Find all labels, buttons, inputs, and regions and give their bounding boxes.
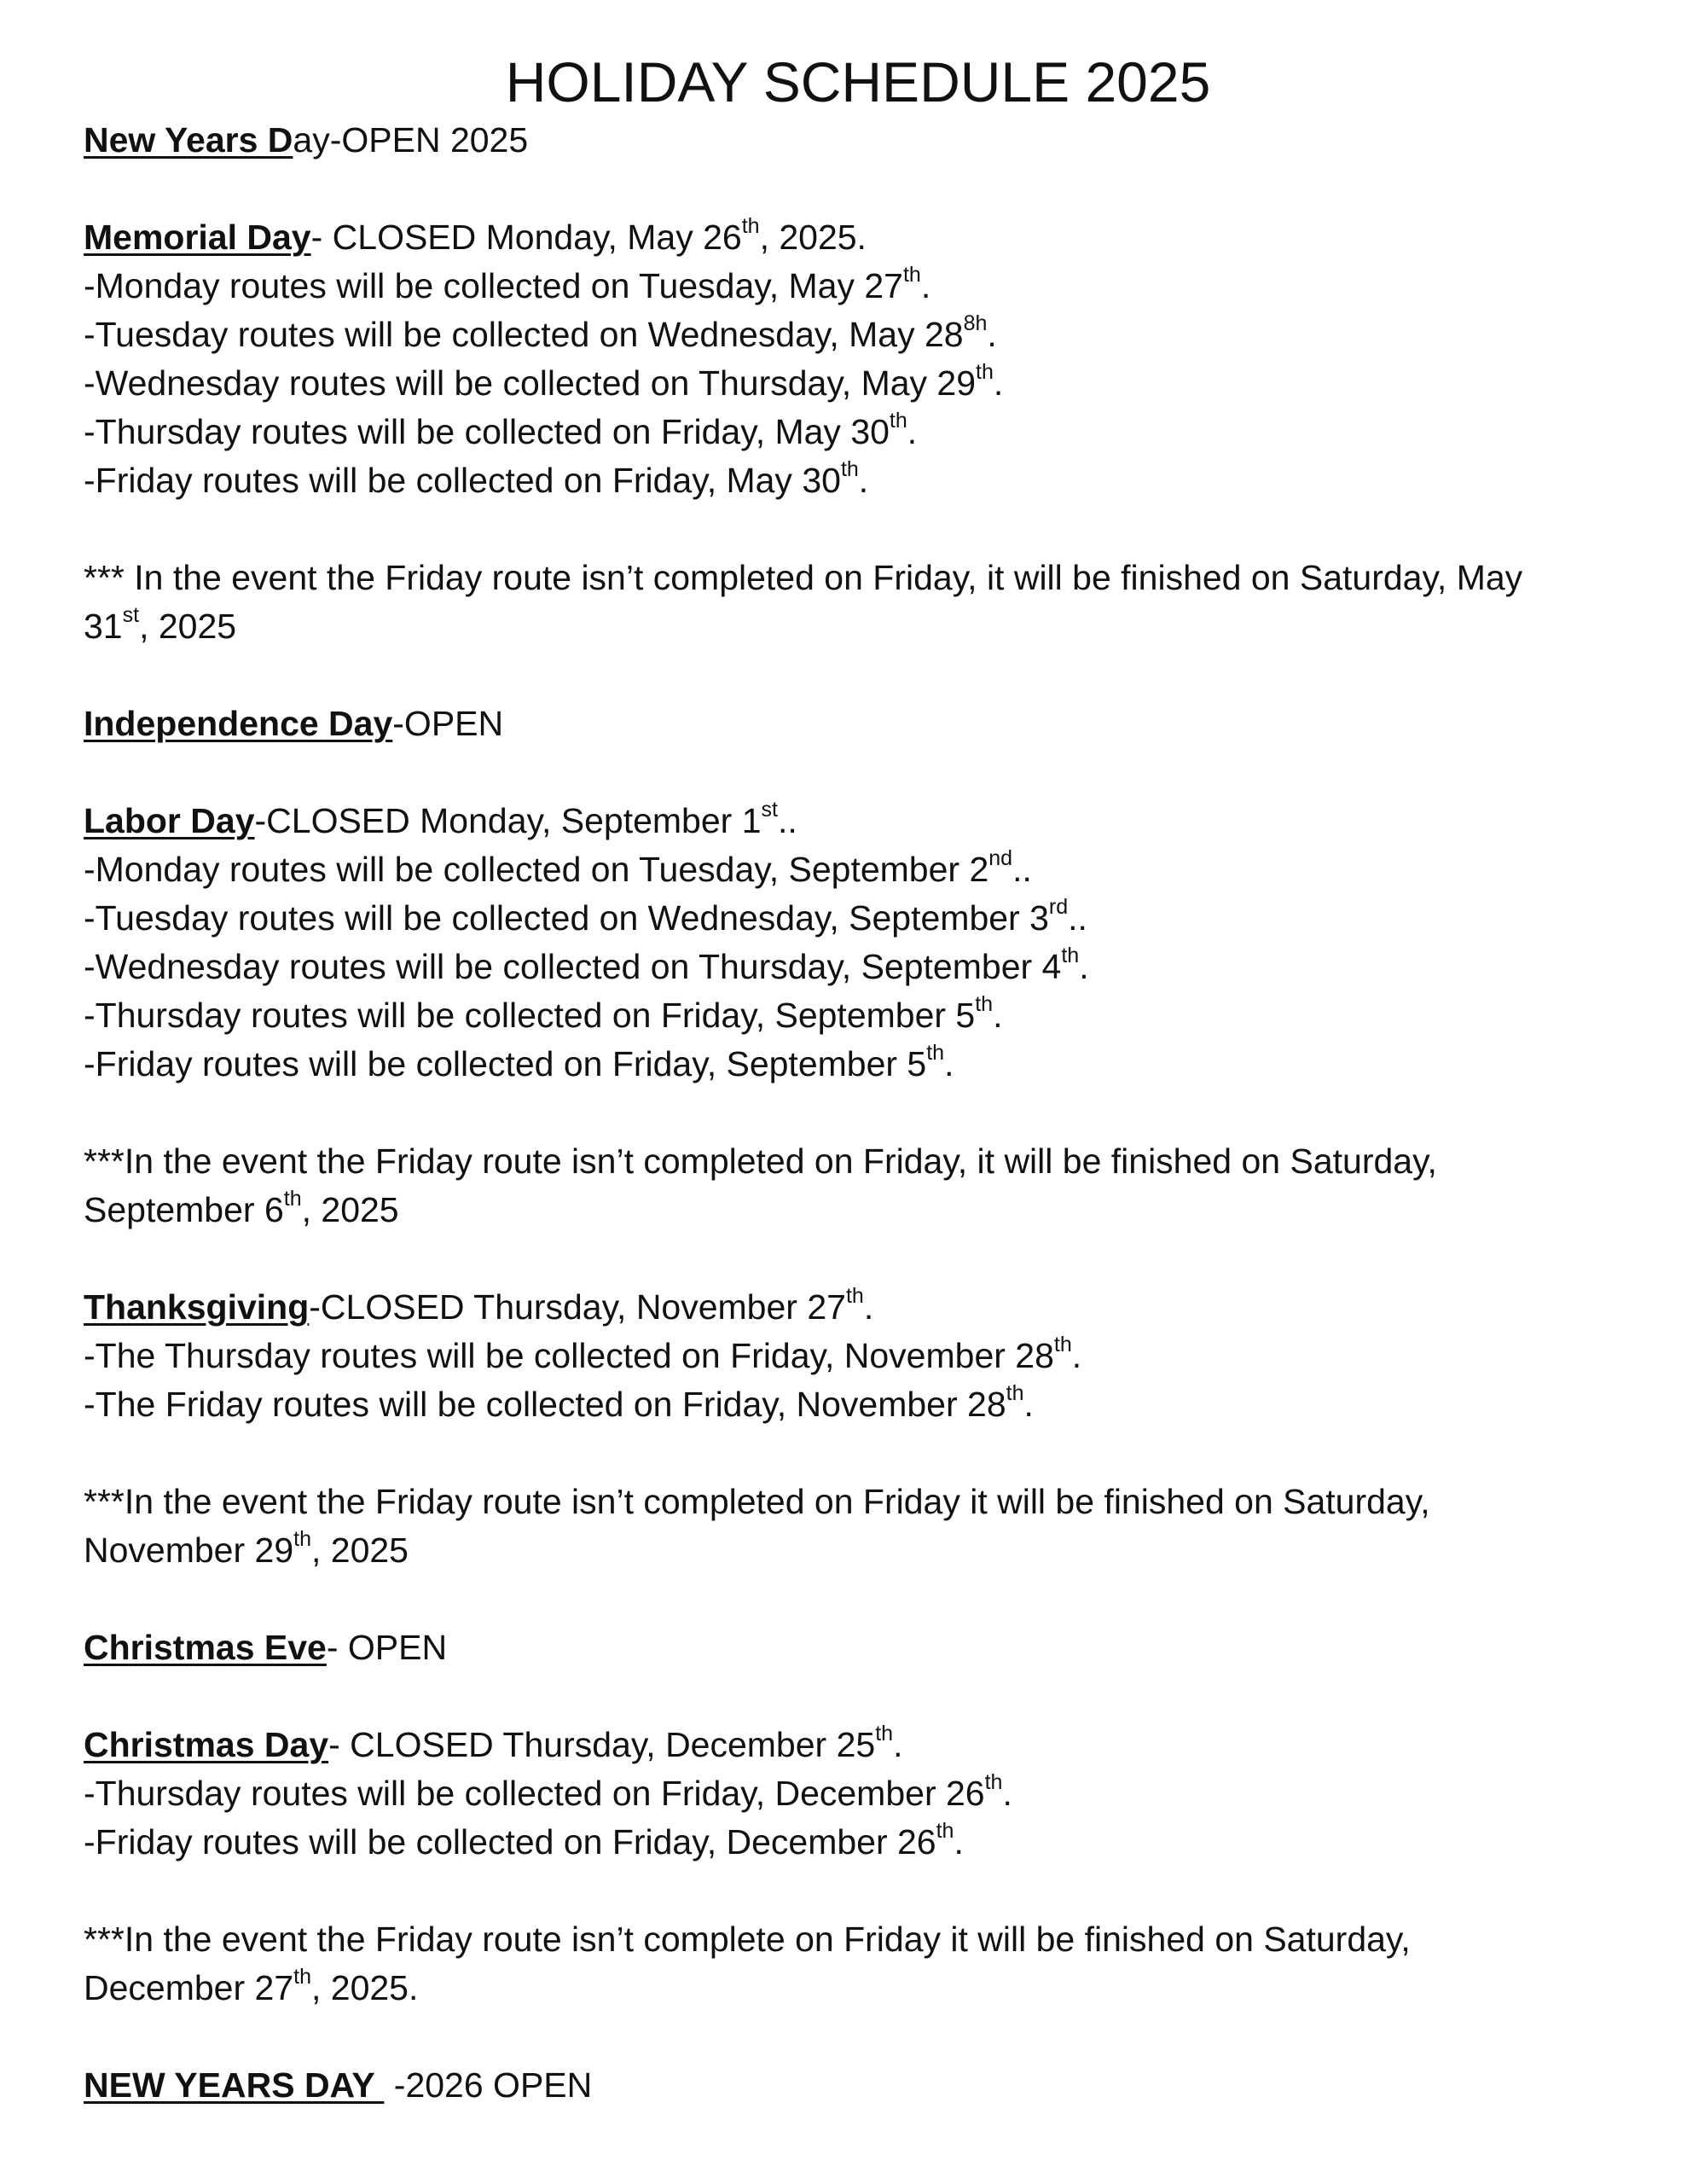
route-end: .	[920, 266, 931, 305]
memorial-day-status: - CLOSED Monday, May 26	[310, 218, 742, 257]
labor-day-heading: Labor Day	[84, 801, 255, 840]
route-line	[84, 894, 1644, 943]
route-text: -The Friday routes will be collected on Friday, November 28	[84, 1385, 1006, 1424]
route-line	[84, 311, 1644, 359]
route-line	[84, 456, 1644, 505]
spacer	[84, 1672, 1644, 1721]
route-date-suffix: th	[1061, 944, 1080, 968]
route-text: -Friday routes will be collected on Friday, September 5	[84, 1044, 927, 1083]
new-years-2025-status: ay-OPEN 2025	[293, 120, 529, 160]
route-date-suffix: th	[902, 263, 921, 288]
thanksgiving-status-end: .	[863, 1287, 874, 1327]
route-line	[84, 1380, 1644, 1429]
memorial-day-note-line-2	[84, 602, 1644, 651]
christmas-day-status-end: .	[893, 1725, 903, 1764]
memorial-day-heading: Memorial Day	[84, 218, 311, 257]
new-years-2025-section	[84, 116, 1644, 165]
route-line	[84, 943, 1644, 991]
independence-day-status: -OPEN	[392, 704, 504, 743]
route-date-suffix: 8h	[963, 311, 988, 336]
route-line	[84, 359, 1644, 408]
route-end: ..	[1068, 898, 1087, 938]
note-date-suffix: st	[122, 603, 140, 628]
route-date-suffix: th	[840, 457, 859, 482]
route-text: -Wednesday routes will be collected on Thursday, May 29	[84, 363, 977, 403]
labor-day-heading-line	[84, 797, 1644, 845]
spacer	[84, 1234, 1644, 1283]
christmas-eve-section	[84, 1623, 1644, 1672]
spacer	[84, 1089, 1644, 1137]
route-date-suffix: rd	[1048, 895, 1069, 920]
route-end: .	[1079, 947, 1089, 986]
route-text: -Friday routes will be collected on Friday, December 26	[84, 1822, 936, 1862]
labor-day-status-end: ..	[777, 801, 797, 840]
route-end: .	[993, 363, 1004, 403]
spacer	[84, 1867, 1644, 1915]
memorial-day-heading-line	[84, 213, 1644, 262]
route-line	[84, 1818, 1644, 1867]
new-years-2025-heading: New Years D	[84, 120, 293, 160]
route-date-suffix: th	[976, 360, 994, 385]
memorial-day-status-end: , 2025.	[759, 218, 867, 257]
route-text: -Thursday routes will be collected on Friday, December 26	[84, 1774, 985, 1813]
new-years-2026-status: -2026 OPEN	[384, 2065, 593, 2105]
route-end: .	[858, 461, 869, 500]
spacer	[84, 748, 1644, 797]
spacer	[84, 2013, 1644, 2061]
route-line	[84, 1040, 1644, 1089]
spacer	[84, 165, 1644, 213]
memorial-day-status-suffix: th	[741, 214, 760, 239]
route-text: -The Thursday routes will be collected on Friday, November 28	[84, 1336, 1054, 1375]
route-text: -Wednesday routes will be collected on Thursday, September 4	[84, 947, 1062, 986]
route-date-suffix: nd	[988, 846, 1013, 871]
route-line	[84, 1332, 1644, 1380]
thanksgiving-heading-line	[84, 1283, 1644, 1332]
route-end: .	[1071, 1336, 1082, 1375]
christmas-day-heading-line	[84, 1721, 1644, 1769]
new-years-2026-section	[84, 2061, 1644, 2110]
note-end: , 2025	[139, 607, 237, 646]
labor-day-status-suffix: st	[761, 798, 778, 822]
christmas-day-status-suffix: th	[875, 1722, 894, 1746]
labor-day-note-line-2	[84, 1186, 1644, 1234]
route-text: -Monday routes will be collected on Tuesday, September 2	[84, 850, 989, 889]
route-line	[84, 845, 1644, 894]
route-text: -Thursday routes will be collected on Friday, September 5	[84, 996, 976, 1035]
new-years-2026-heading: NEW YEARS DAY	[84, 2065, 385, 2105]
route-text: -Tuesday routes will be collected on Wednesday, September 3	[84, 898, 1049, 938]
route-text: -Tuesday routes will be collected on Wednesday, May 28	[84, 315, 964, 354]
route-date-suffix: th	[926, 1041, 945, 1066]
route-line	[84, 1769, 1644, 1818]
page-title: HOLIDAY SCHEDULE 2025	[505, 50, 1211, 113]
route-text: -Thursday routes will be collected on Friday, May 30	[84, 412, 890, 451]
route-text: -Friday routes will be collected on Friday, May 30	[84, 461, 841, 500]
route-date-suffix: th	[936, 1819, 954, 1844]
thanksgiving-note-line-1: ***In the event the Friday route isn’t completed on Friday it will be finished on Saturday,	[84, 1482, 1430, 1521]
note-date: September 6	[84, 1190, 284, 1229]
route-date-suffix: th	[1006, 1381, 1024, 1406]
note-date-suffix: th	[293, 1965, 311, 1989]
route-end: .	[944, 1044, 954, 1083]
thanksgiving-status-suffix: th	[845, 1284, 864, 1309]
note-date: November 29	[84, 1531, 294, 1570]
route-line	[84, 262, 1644, 311]
schedule-body	[84, 116, 1644, 2110]
route-end: .	[987, 315, 997, 354]
memorial-day-note-line-1: *** In the event the Friday route isn’t completed on Friday, it will be finished on Saturday, May	[84, 558, 1523, 597]
route-end: .	[993, 996, 1003, 1035]
christmas-eve-status: - OPEN	[326, 1628, 448, 1667]
note-end: , 2025.	[310, 1968, 419, 2007]
route-date-suffix: th	[1053, 1333, 1072, 1357]
thanksgiving-status: -CLOSED Thursday, November 27	[309, 1287, 846, 1327]
spacer	[84, 1429, 1644, 1478]
labor-day-note-line-1: ***In the event the Friday route isn’t completed on Friday, it will be finished on Saturday,	[84, 1141, 1437, 1181]
independence-day-section	[84, 700, 1644, 748]
route-line	[84, 408, 1644, 456]
route-end: .	[907, 412, 918, 451]
route-end: .	[1002, 1774, 1012, 1813]
route-end: ..	[1012, 850, 1032, 889]
independence-day-heading: Independence Day	[84, 704, 393, 743]
note-end: , 2025	[310, 1531, 409, 1570]
spacer	[84, 505, 1644, 554]
christmas-day-note-line-1: ***In the event the Friday route isn’t complete on Friday it will be finished on Saturday,	[84, 1920, 1411, 1959]
thanksgiving-note-line-2	[84, 1526, 1644, 1575]
note-date-suffix: th	[293, 1527, 311, 1552]
note-date: December 27	[84, 1968, 294, 2007]
labor-day-status: -CLOSED Monday, September 1	[254, 801, 762, 840]
route-date-suffix: th	[889, 409, 907, 433]
route-end: .	[954, 1822, 964, 1862]
note-date: 31	[84, 607, 123, 646]
route-line	[84, 991, 1644, 1040]
christmas-day-note-line-2	[84, 1964, 1644, 2013]
christmas-day-status: - CLOSED Thursday, December 25	[328, 1725, 876, 1764]
spacer	[84, 651, 1644, 700]
note-end: , 2025	[301, 1190, 399, 1229]
christmas-day-heading: Christmas Day	[84, 1725, 329, 1764]
route-end: .	[1023, 1385, 1034, 1424]
note-date-suffix: th	[283, 1187, 302, 1211]
route-date-suffix: th	[984, 1770, 1003, 1795]
thanksgiving-heading: Thanksgiving	[84, 1287, 310, 1327]
route-date-suffix: th	[975, 992, 994, 1017]
christmas-eve-heading: Christmas Eve	[84, 1628, 327, 1667]
spacer	[84, 1575, 1644, 1623]
route-text: -Monday routes will be collected on Tuesday, May 27	[84, 266, 903, 305]
